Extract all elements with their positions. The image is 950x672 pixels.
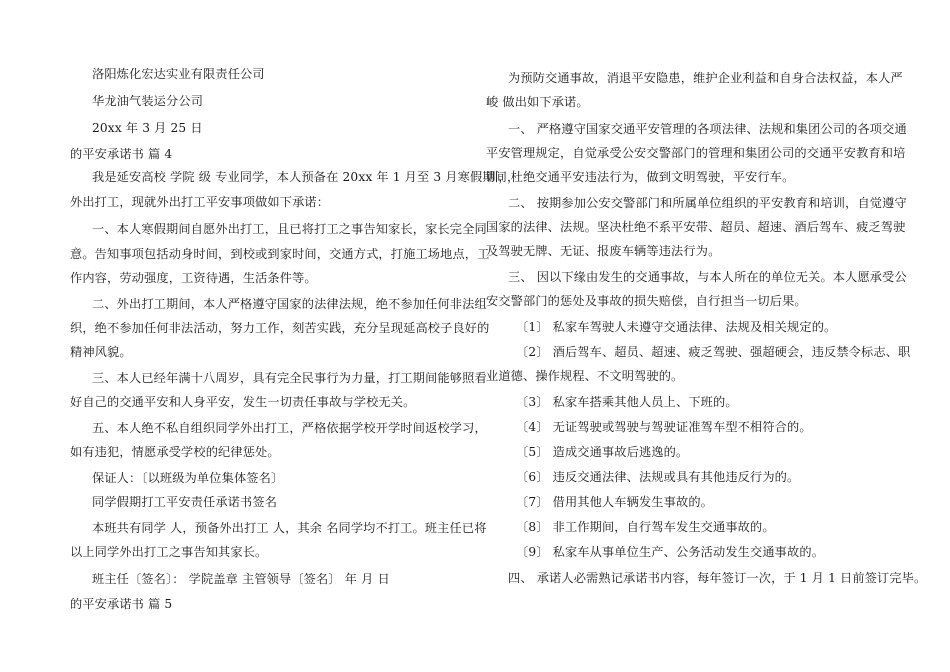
- list-item: 〔2〕 酒后驾车、超员、超速、疲乏驾驶、强超硬会，违反禁令标志、职: [516, 345, 911, 359]
- paragraph-text: 四、 承诺人必需熟记承诺书内容，每年签订一次，于 1 月 1 日前签订完毕。: [508, 571, 927, 585]
- paragraph-text: 安交警部门的惩处及事故的损失赔偿，自行担当一切后果。: [486, 294, 807, 308]
- list-item: 〔5〕 造成交通事故后逃逸的。: [516, 445, 689, 459]
- paragraph-text: 以上同学外出打工之事告知其家长。: [70, 545, 268, 559]
- guarantor-line: 保证人：〔以班级为单位集体签名〕: [92, 471, 284, 485]
- signature-line: 班主任〔签名〕： 学院盖章 主管领导〔签名〕 年 月 日: [92, 572, 390, 586]
- paragraph-text: 如有违犯，情愿承受学校的纪律惩处。: [70, 445, 280, 459]
- paragraph-text: 一、 严格遵守国家交通平安管理的各项法律、法规和集团公司的各项交通: [508, 122, 907, 136]
- document-date: 20xx 年 3 月 25 日: [92, 121, 203, 135]
- paragraph-text: 本班共有同学 人，预备外出打工 人，其余 名同学均不打工。班主任已将: [92, 521, 487, 535]
- list-item: 业道德、操作规程、不文明驾驶的。: [486, 369, 684, 383]
- paragraph-text: 训，杜绝交通平安违法行为，做到文明驾驶，平安行车。: [486, 170, 795, 184]
- list-item: 〔1〕 私家车驾驶人未遵守交通法律、法规及相关规定的。: [516, 320, 837, 334]
- list-item: 〔8〕 非工作期间，自行驾车发生交通事故的。: [516, 520, 775, 534]
- paragraph-text: 五、本人绝不私自组织同学外出打工，严格依据学校开学时间返校学习，: [92, 421, 487, 435]
- paragraph-text: 为预防交通事故，消退平安隐患，维护企业利益和自身合法权益，本人严: [508, 71, 903, 85]
- paragraph-text: 意。告知事项包括动身时间，到校或到家时间，交通方式，打施工场地点，工: [70, 247, 490, 261]
- section-heading-4: 的平安承诺书 篇 4: [70, 147, 173, 161]
- paragraph-text: 外出打工，现就外出打工平安事项做如下承诺：: [70, 195, 330, 209]
- branch-name: 华龙油气装运分公司: [92, 94, 204, 108]
- paragraph-text: 二、 按期参加公安交警部门和所属单位组织的平安教育和培训，自觉遵守: [508, 196, 907, 210]
- paragraph-text: 三、本人已经年满十八周岁，具有完全民事行为力量，打工期间能够照看: [92, 371, 487, 385]
- paragraph-text: 我是延安高校 学院 级 专业同学，本人预备在 20xx 年 1 月至 3 月寒假期间，: [92, 170, 520, 184]
- paragraph-text: 峻 做出如下承诺。: [486, 95, 589, 109]
- paragraph-text: 一、本人寒假期间自愿外出打工，且已将打工之事告知家长，家长完全同: [92, 222, 487, 236]
- list-item: 〔3〕 私家车搭乘其他人员上、下班的。: [516, 395, 738, 409]
- list-item: 〔7〕 借用其他人车辆发生事故的。: [516, 495, 713, 509]
- company-name: 洛阳炼化宏达实业有限责任公司: [92, 67, 265, 81]
- paragraph-text: 二、外出打工期间，本人严格遵守国家的法律法规，绝不参加任何非法组: [92, 297, 487, 311]
- signing-title: 同学假期打工平安责任承诺书签名: [92, 495, 278, 509]
- paragraph-text: 国家的法律、法规。坚决杜绝不系平安带、超员、超速、酒后驾车、疲乏驾驶: [486, 220, 906, 234]
- section-heading-5: 的平安承诺书 篇 5: [70, 597, 173, 611]
- list-item: 〔4〕 无证驾驶或驾驶与驾驶证准驾车型不相符合的。: [516, 420, 812, 434]
- list-item: 〔6〕 违反交通法律、法规或具有其他违反行为的。: [516, 470, 800, 484]
- list-item: 〔9〕 私家车从事单位生产、公务活动发生交通事故的。: [516, 545, 825, 559]
- paragraph-text: 及驾驶无牌、无证、报废车辆等违法行为。: [486, 244, 721, 258]
- paragraph-text: 三、 因以下缘由发生的交通事故，与本人所在的单位无关。本人愿承受公: [508, 270, 907, 284]
- paragraph-text: 作内容，劳动强度，工资待遇，生活条件等。: [70, 271, 317, 285]
- paragraph-text: 好自己的交通平安和人身平安，发生一切责任事故与学校无关。: [70, 395, 416, 409]
- paragraph-text: 平安管理规定，自觉承受公安交警部门的管理和集团公司的交通平安教育和培: [486, 146, 906, 160]
- paragraph-text: 织，绝不参加任何非法活动，努力工作，刻苦实践，充分呈现延高校子良好的: [70, 321, 490, 335]
- paragraph-text: 精神风貌。: [70, 345, 132, 359]
